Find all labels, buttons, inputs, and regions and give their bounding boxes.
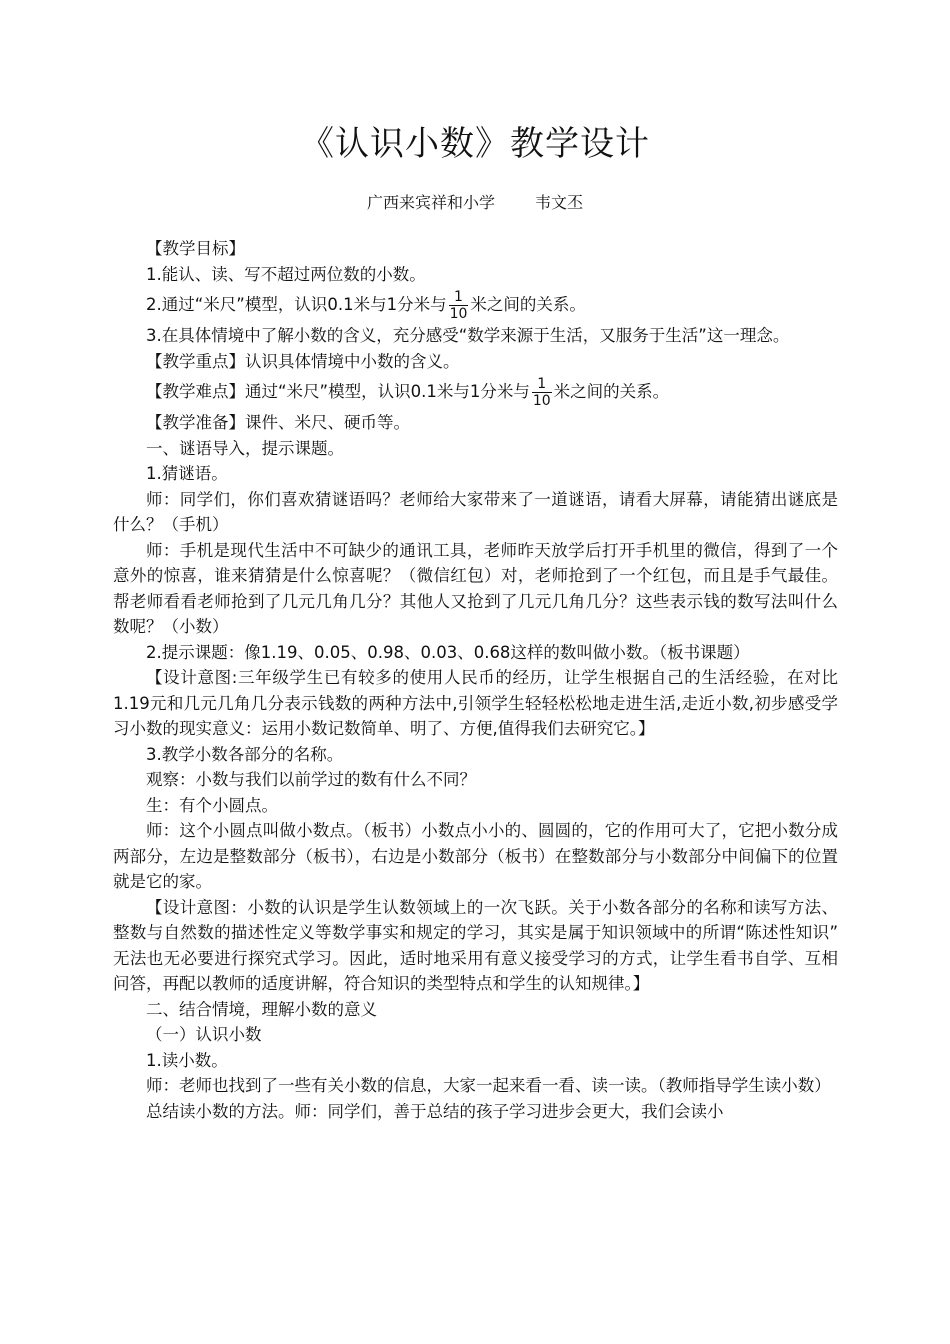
fraction: $\frac{1}{10}$ [449, 289, 468, 322]
paragraph-key-point: 【教学重点】认识具体情境中小数的含义。 [146, 351, 460, 371]
paragraph: 1.读小数。 [146, 1050, 228, 1070]
author-line [0, 190, 950, 213]
subsection-heading: （一）认识小数 [146, 1025, 262, 1044]
paragraph: 3.在具体情境中了解小数的含义，充分感受“数学来源于生活，又服务于生活”这一理念。 [146, 326, 790, 345]
paragraph: 师：手机是现代生活中不可缺少的通讯工具，老师昨天放学后打开手机里的微信，得到了一个意外的惊喜，谁来猜猜是什么惊喜呢？（微信红包）对，老师抢到了一个红包，而且是手气最佳。帮老师看看老师抢到了几元几角几分？其他人又抢到了几元几角几分？这些表示钱的数写法叫什么数呢？（小数） [113, 540, 838, 636]
paragraph-difficulty: 【教学难点】通过“米尺”模型，认识0.1米与1分米与 $\frac{1}{10}$ 米之间的关系。 [146, 376, 670, 409]
paragraph: 2.提示课题：像1.19、0.05、0.98、0.03、0.68这样的数叫做小数。（板书课题） [146, 642, 750, 662]
paragraph: 总结读小数的方法。师：同学们，善于总结的孩子学习进步会更大，我们会读小 [146, 1101, 724, 1121]
fraction: $\frac{1}{10}$ [532, 376, 551, 409]
paragraph: 1.猜谜语。 [146, 464, 228, 483]
paragraph: 师：同学们，你们喜欢猜谜语吗？老师给大家带来了一道谜语，请看大屏幕，请能猜出谜底是什么？（手机） [113, 489, 838, 534]
author-school: 广西来宾祥和小学 [366, 193, 495, 212]
paragraph-preparation: 【教学准备】课件、米尺、硬币等。 [146, 413, 410, 432]
paragraph: 生：有个小圆点。 [146, 795, 278, 815]
design-intent-note: 【设计意图：小数的认识是学生认数领域上的一次飞跃。关于小数各部分的名称和读写方法、整数与自然数的描述性定义等数学事实和规定的学习，其实是属于知识领域中的所谓“陈述性知识” 无法也无必要进行探究式学习。因此，适时地采用有意义接受学习的方式，让学生看书自学、互相问答，再配以教师的适度讲解，符合知识的类型特点和学生的认知规律。】 [113, 897, 838, 993]
document-title: 《认识小数》教学设计 [300, 124, 650, 164]
section-heading: 二、结合情境，理解小数的意义 [146, 999, 377, 1019]
paragraph-with-fraction: 2.通过“米尺”模型，认识0.1米与1分米与 $\frac{1}{10}$ 米之间的关系。 [146, 289, 586, 322]
document-body [113, 236, 838, 1124]
section-heading: 一、谜语导入，提示课题。 [146, 438, 344, 458]
design-intent-note: 【设计意图:三年级学生已有较多的使用人民币的经历，让学生根据自己的生活经验，在对比1.19元和几元几角几分表示钱数的两种方法中,引领学生轻轻松松地走进生活,走近小数,初步感受学习小数的现实意义：运用小数记数简单、明了、方便,值得我们去研究它。】 [113, 668, 838, 738]
paragraph: 师：老师也找到了一些有关小数的信息，大家一起来看一看、读一读。（教师指导学生读小数） [146, 1076, 831, 1095]
paragraph: 3.教学小数各部分的名称。 [146, 744, 344, 764]
paragraph: 观察：小数与我们以前学过的数有什么不同？ [146, 770, 476, 789]
author-name: 韦文丕 [535, 193, 584, 212]
paragraph: 1.能认、读、写不超过两位数的小数。 [146, 264, 426, 284]
section-heading-objectives: 【教学目标】 [146, 239, 245, 258]
paragraph: 师：这个小圆点叫做小数点。（板书）小数点小小的、圆圆的，它的作用可大了，它把小数分成两部分，左边是整数部分（板书），右边是小数部分（板书）在整数部分与小数部分中间偏下的位置就是它的家。 [113, 821, 838, 891]
